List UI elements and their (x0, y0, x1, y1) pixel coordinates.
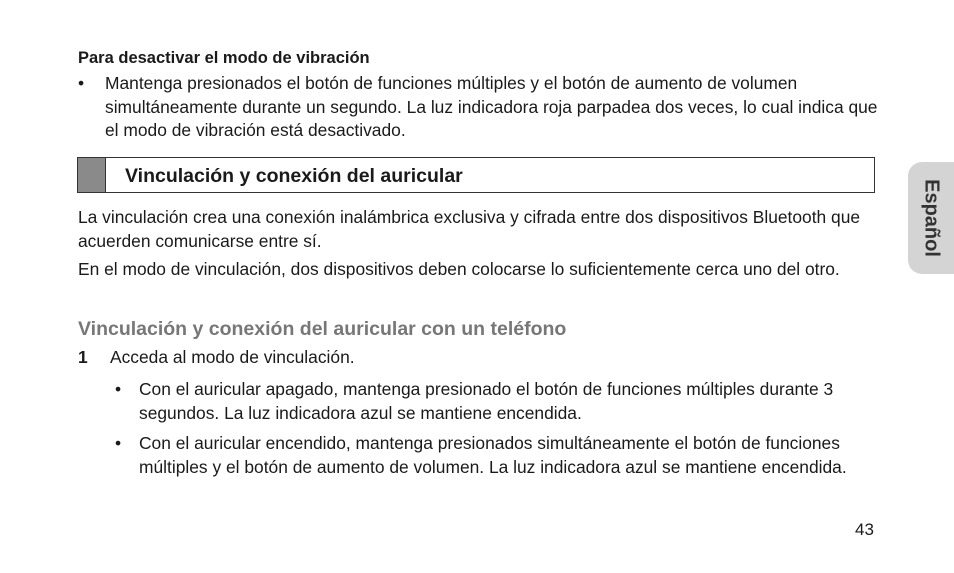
list-item-text: Con el auricular encendido, mantenga presionados simultáneamente el botón de funciones múltiples y el botón de aumento de volumen. La luz indicadora azul se mantiene encendida. (139, 433, 847, 477)
list-item (78, 72, 878, 143)
step-text: Acceda al modo de vinculación. (110, 347, 355, 367)
paragraph: La vinculación crea una conexión inalámbrica exclusiva y cifrada entre dos dispositivos Bluetooth que acuerden comunicarse entre sí. (78, 207, 861, 251)
page-number: 43 (855, 520, 874, 539)
step-item (78, 346, 355, 370)
language-tab-label: Español (920, 179, 943, 257)
list-item-text: Con el auricular apagado, mantenga presionado el botón de funciones múltiples durante 3 segundos. La luz indicadora azul se mantiene encendida. (139, 379, 834, 423)
paragraph: En el modo de vinculación, dos dispositivos deben colocarse lo suficientemente cerca uno del otro. (78, 259, 840, 279)
bullet-symbol: • (78, 73, 85, 93)
list-item (115, 432, 855, 479)
bullet-symbol: • (115, 433, 122, 453)
list-item (115, 378, 855, 425)
language-tab (908, 162, 954, 274)
section-header (77, 157, 875, 193)
section-title: Vinculación y conexión del auricular (125, 165, 463, 187)
section-marker (78, 158, 106, 192)
vibration-off-heading: Para desactivar el modo de vibración (78, 49, 370, 67)
bullet-symbol: • (115, 379, 122, 399)
step-number: 1 (78, 347, 88, 367)
list-item-text: Mantenga presionados el botón de funciones múltiples y el botón de aumento de volumen simultáneamente durante un segundo. La luz indicadora roja parpadea dos veces, lo cual indica que el modo de vibración está desactivado. (105, 73, 878, 140)
subsection-title: Vinculación y conexión del auricular con un teléfono (78, 318, 567, 340)
